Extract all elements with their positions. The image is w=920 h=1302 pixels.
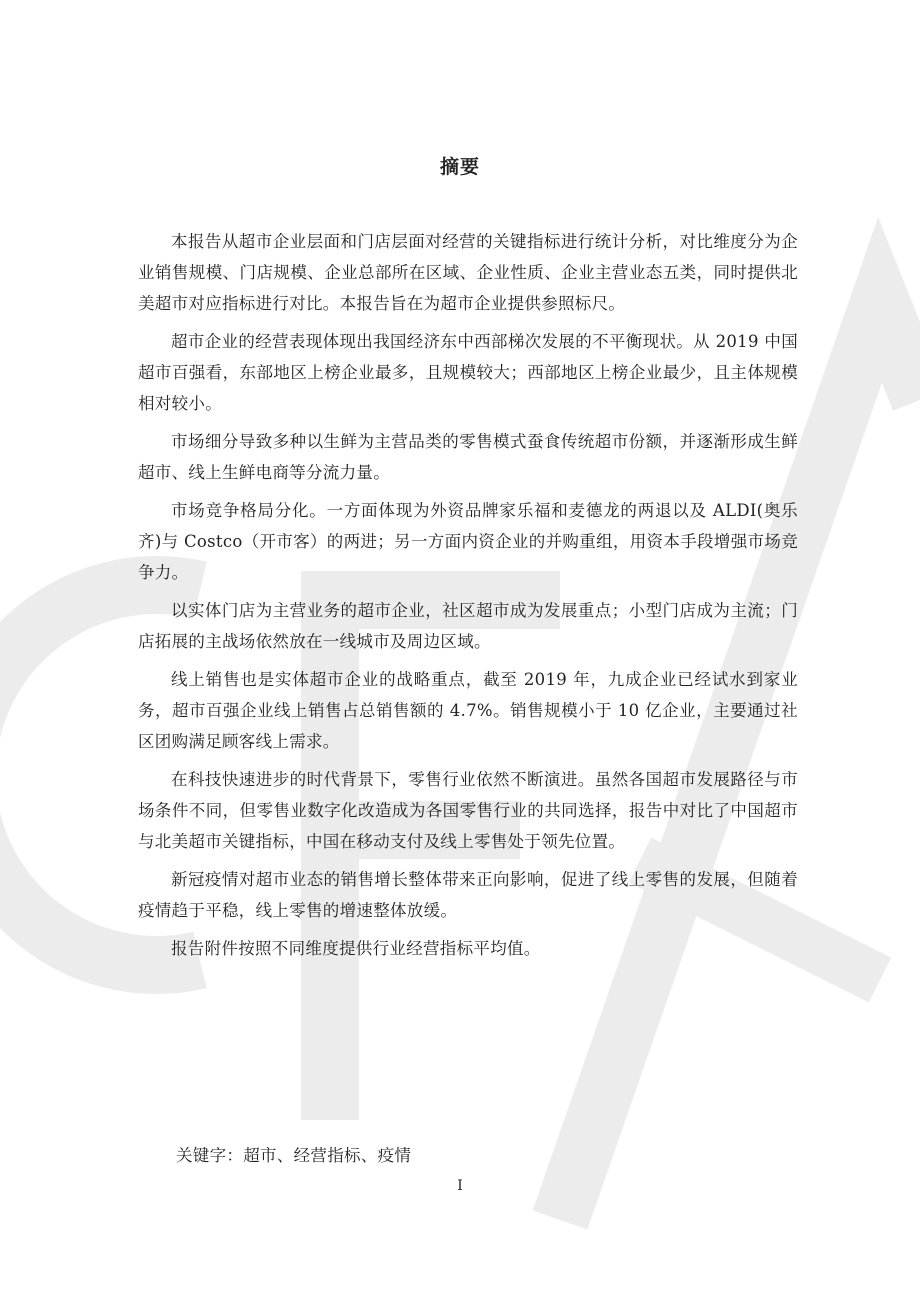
paragraph: 以实体门店为主营业务的超市企业，社区超市成为发展重点；小型门店成为主流；门店拓展的主战场依然放在一线城市及周边区域。: [138, 601, 798, 651]
paragraph: 本报告从超市企业层面和门店层面对经营的关键指标进行统计分析，对比维度分为企业销售规模、门店规模、企业总部所在区域、企业性质、企业主营业态五类，同时提供北美超市对应指标进行对比。本报告旨在为超市企业提供参照标尺。: [138, 232, 798, 313]
paragraph: 市场细分导致多种以生鲜为主营品类的零售模式蚕食传统超市份额，并逐渐形成生鲜超市、线上生鲜电商等分流力量。: [138, 432, 798, 482]
page-number: I: [457, 1178, 463, 1194]
paragraph: 报告附件按照不同维度提供行业经营指标平均值。: [171, 939, 541, 958]
keywords-line: 关键字：超市、经营指标、疫情: [176, 1146, 412, 1165]
paragraph: 线上销售也是实体超市企业的战略重点，截至 2019 年，九成企业已经试水到家业务，超市百强企业线上销售占总销售额的 4.7%。销售规模小于 10 亿企业，主要通过社区团购满足顾客线上需求。: [138, 670, 798, 751]
page-title: 摘要: [439, 156, 480, 178]
paragraph: 在科技快速进步的时代背景下，零售行业依然不断演进。虽然各国超市发展路径与市场条件不同，但零售业数字化改造成为各国零售行业的共同选择，报告中对比了中国超市与北美超市关键指标，中国在移动支付及线上零售处于领先位置。: [138, 770, 798, 851]
paragraph: 超市企业的经营表现体现出我国经济东中西部梯次发展的不平衡现状。从 2019 中国超市百强看，东部地区上榜企业最多，且规模较大；西部地区上榜企业最少，且主体规模相对较小。: [138, 332, 798, 413]
abstract-body: [138, 226, 798, 971]
paragraph: 新冠疫情对超市业态的销售增长整体带来正向影响，促进了线上零售的发展，但随着疫情趋于平稳，线上零售的增速整体放缓。: [138, 870, 798, 920]
paragraph: 市场竞争格局分化。一方面体现为外资品牌家乐福和麦德龙的两退以及 ALDI(奥乐齐)与 Costco（开市客）的两进；另一方面内资企业的并购重组，用资本手段增强市场竞争力。: [138, 501, 798, 582]
